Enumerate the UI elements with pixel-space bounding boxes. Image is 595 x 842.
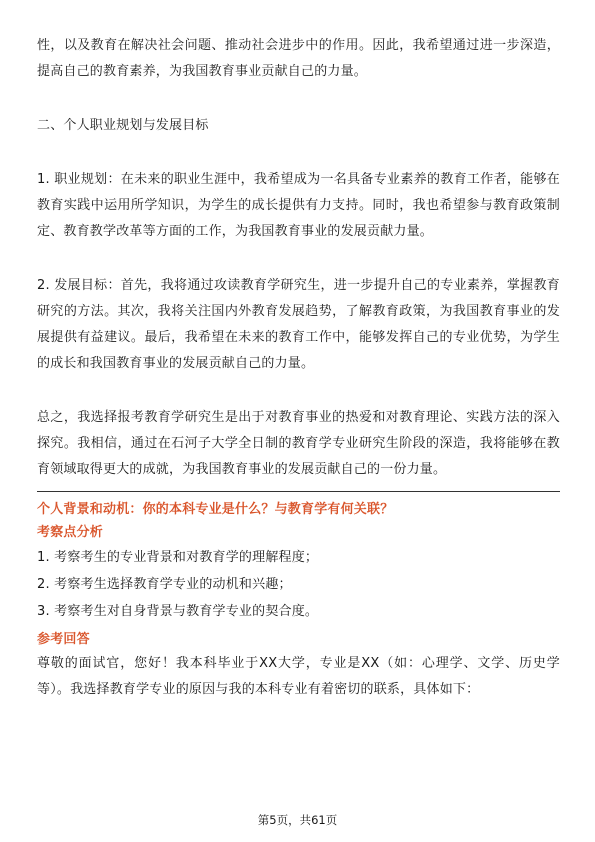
answer-heading: 参考回答 [37, 632, 90, 647]
page-content [37, 33, 560, 703]
page-number: 第5页，共61页 [257, 813, 338, 827]
question-title: 个人背景和动机：你的本科专业是什么？与教育学有何关联？ [37, 502, 394, 517]
spacer [37, 377, 560, 405]
answer-paragraph: 尊敬的面试官，您好！我本科毕业于XX大学，专业是XX（如：心理学、文学、历史学等）。我选择教育学专业的原因与我的本科专业有着密切的联系，具体如下： [37, 656, 560, 697]
section-divider [37, 491, 560, 492]
spacer [37, 245, 560, 273]
analysis-item: 2. 考察考生选择教育学专业的动机和兴趣； [37, 577, 292, 592]
analysis-list [37, 544, 560, 625]
intro-paragraph: 性，以及教育在解决社会问题、推动社会进步中的作用。因此，我希望通过进一步深造，提高自己的教育素养，为我国教育事业贡献自己的力量。 [37, 38, 560, 79]
career-planning-paragraph: 1. 职业规划：在未来的职业生涯中，我希望成为一名具备专业素养的教育工作者，能够在教育实践中运用所学知识，为学生的成长提供有力支持。同时，我也希望参与教育政策制定、教育教学改革等方面的工作，为我国教育事业的发展贡献力量。 [37, 172, 560, 239]
analysis-item: 1. 考察考生的专业背景和对教育学的理解程度； [37, 550, 319, 565]
development-goals-paragraph: 2. 发展目标：首先，我将通过攻读教育学研究生，进一步提升自己的专业素养，掌握教育研究的方法。其次，我将关注国内外教育发展趋势，了解教育政策，为我国教育事业的发展提供有益建议。最后，我希望在未来的教育工作中，能够发挥自己的专业优势，为学生的成长和我国教育事业的发展贡献自己的力量。 [37, 278, 560, 371]
section-heading: 二、个人职业规划与发展目标 [37, 118, 209, 133]
analysis-heading: 考察点分析 [37, 525, 104, 540]
analysis-item: 3. 考察考生对自身背景与教育学专业的契合度。 [37, 604, 319, 619]
conclusion-paragraph: 总之，我选择报考教育学研究生是出于对教育事业的热爱和对教育理论、实践方法的深入探究。我相信，通过在石河子大学全日制的教育学专业研究生阶段的深造，我将能够在教育领域取得更大的成就，为我国教育事业的发展贡献自己的一份力量。 [37, 410, 560, 477]
spacer [37, 85, 560, 113]
spacer [37, 139, 560, 167]
